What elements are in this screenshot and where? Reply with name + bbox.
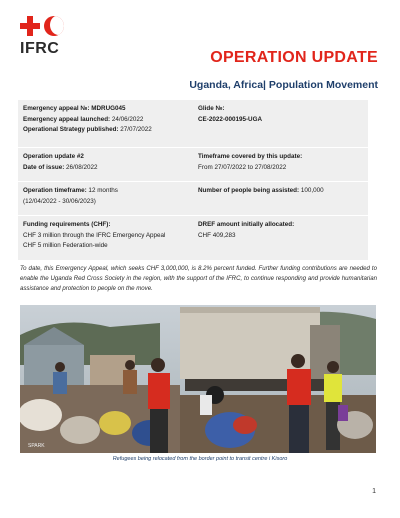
info-cell [18, 182, 193, 215]
timeframe-covered-label: Timeframe covered by this update: [198, 153, 303, 160]
op-timeframe-label: Operation timeframe: [23, 187, 87, 194]
info-row [18, 100, 368, 147]
photo-watermark: SPARK [28, 443, 45, 449]
dref-value: CHF 409,283 [198, 231, 236, 239]
info-cell [18, 100, 193, 147]
page-number: 1 [372, 488, 376, 495]
document-title: OPERATION UPDATE [210, 49, 378, 66]
op-timeframe-value: 12 months [86, 187, 118, 194]
red-cross-icon [20, 16, 40, 36]
info-cell [193, 216, 368, 260]
dref-label: DREF amount initially allocated: [198, 221, 295, 228]
funding-line-2: CHF 5 million Federation-wide [23, 242, 108, 249]
op-timeframe-range: (12/04/2022 - 30/06/2023) [23, 197, 96, 205]
update-number: Operation update #2 [23, 153, 84, 160]
ifrc-logo [20, 14, 80, 58]
glide-label: Glide №: [198, 105, 225, 112]
strategy-value: 27/07/2022 [118, 126, 152, 133]
people-label: Number of people being assisted: [198, 187, 300, 194]
launched-value: 24/06/2022 [110, 115, 144, 123]
info-row [18, 181, 368, 215]
info-cell [18, 148, 193, 181]
info-cell [193, 148, 368, 181]
launched-label: Emergency appeal launched: [23, 115, 111, 123]
issue-value: 26/08/2022 [64, 163, 98, 171]
logo-text: IFRC [20, 40, 60, 57]
info-row [18, 147, 368, 181]
document-subtitle: Uganda, Africa| Population Movement [189, 79, 378, 91]
refugee-relocation-photo [20, 305, 376, 453]
appeal-number: Emergency appeal №: MDRUG045 [23, 105, 126, 112]
info-cell [193, 182, 368, 215]
funding-label: Funding requirements (CHF): [23, 221, 111, 228]
timeframe-covered-value: From 27/07/2022 to 27/08/2022 [198, 163, 287, 171]
funding-line-1: CHF 3 million through the IFRC Emergency Appeal [23, 231, 166, 239]
info-cell [193, 100, 368, 147]
intro-paragraph: To date, this Emergency Appeal, which seeks CHF 3,000,000, is 8.2% percent funded. Further funding contributions are needed to enable the Uganda Red Cross Society in the region, with the support of the IFRC, to continue responding and provide humanitarian assistance and protection to people on the move. [20, 265, 377, 293]
issue-label: Date of issue: [23, 163, 65, 171]
glide-value: CE-2022-000195-UGA [198, 115, 263, 123]
people-value: 100,000 [299, 187, 324, 194]
operation-info-table [18, 100, 368, 260]
strategy-label: Operational Strategy published: [23, 126, 119, 133]
red-crescent-icon [44, 16, 64, 36]
info-cell [18, 216, 193, 260]
info-row [18, 215, 368, 260]
photo-caption: Refugees being relocated from the border point to transit centre i Kisoro [112, 456, 288, 462]
